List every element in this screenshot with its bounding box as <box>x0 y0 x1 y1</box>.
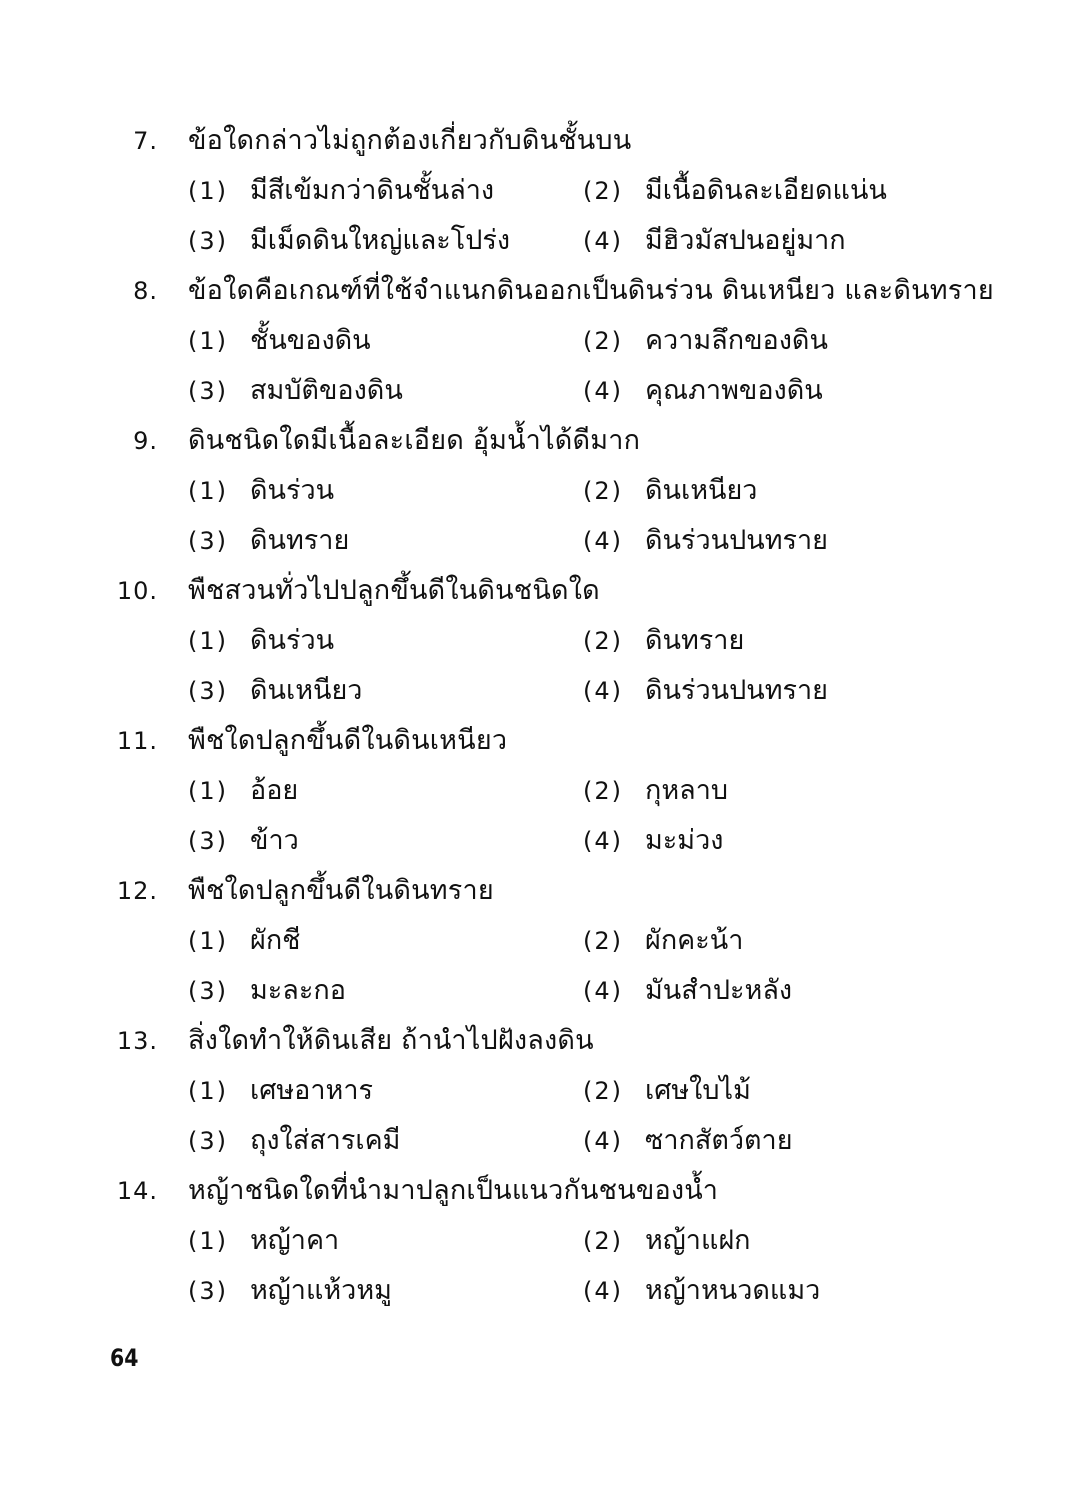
question-line <box>0 566 1070 616</box>
question-text: สิ่งใดทำให้ดินเสีย ถ้านำไปฝังลงดิน <box>188 1025 594 1056</box>
answer-option <box>188 466 334 516</box>
option-text: หญ้าแห้วหมู <box>250 1275 392 1306</box>
answer-option <box>188 366 403 416</box>
answer-option <box>583 166 887 216</box>
answer-option <box>583 966 792 1016</box>
option-row <box>0 1116 1070 1166</box>
option-number: (3) <box>188 977 228 1005</box>
answer-option <box>188 816 299 866</box>
option-number: (2) <box>583 777 623 805</box>
option-row <box>0 666 1070 716</box>
answer-option <box>583 916 743 966</box>
option-text: เศษใบไม้ <box>645 1075 751 1106</box>
question-line <box>0 416 1070 466</box>
option-text: ดินร่วนปนทราย <box>645 675 828 706</box>
option-number: (3) <box>188 1277 228 1305</box>
answer-option <box>583 366 823 416</box>
option-text: ดินเหนียว <box>645 475 758 506</box>
question-text: พืชสวนทั่วไปปลูกขึ้นดีในดินชนิดใด <box>188 575 600 606</box>
answer-option <box>188 1066 373 1116</box>
answer-option <box>188 666 362 716</box>
option-text: ถุงใส่สารเคมี <box>250 1125 401 1156</box>
option-number: (2) <box>583 627 623 655</box>
question-number: 13. <box>116 1027 158 1055</box>
answer-option <box>188 966 346 1016</box>
option-text: หญ้าแฝก <box>645 1225 751 1256</box>
option-number: (1) <box>188 177 228 205</box>
option-number: (4) <box>583 377 623 405</box>
question-line <box>0 1016 1070 1066</box>
option-number: (2) <box>583 927 623 955</box>
option-text: ดินร่วน <box>250 475 335 506</box>
option-text: เศษอาหาร <box>250 1075 374 1106</box>
option-text: อ้อย <box>250 775 299 806</box>
option-number: (4) <box>583 227 623 255</box>
option-number: (4) <box>583 1127 623 1155</box>
option-number: (3) <box>188 377 228 405</box>
question-text: พืชใดปลูกขึ้นดีในดินทราย <box>188 875 494 906</box>
option-text: หญ้าหนวดแมว <box>645 1275 821 1306</box>
option-row <box>0 216 1070 266</box>
answer-option <box>583 616 744 666</box>
option-text: ข้าว <box>250 825 299 856</box>
answer-option <box>583 766 728 816</box>
page-number: 64 <box>110 1344 139 1372</box>
answer-option <box>188 316 371 366</box>
option-row <box>0 366 1070 416</box>
answer-option <box>188 516 349 566</box>
answer-option <box>188 166 494 216</box>
option-number: (3) <box>188 527 228 555</box>
option-text: คุณภาพของดิน <box>645 375 823 406</box>
option-number: (3) <box>188 677 228 705</box>
question-line <box>0 266 1070 316</box>
option-row <box>0 516 1070 566</box>
option-row <box>0 466 1070 516</box>
option-number: (4) <box>583 677 623 705</box>
option-row <box>0 766 1070 816</box>
option-text: ดินร่วน <box>250 625 335 656</box>
option-number: (2) <box>583 327 623 355</box>
answer-option <box>583 1066 751 1116</box>
option-text: ผักคะน้า <box>645 925 744 956</box>
option-number: (4) <box>583 827 623 855</box>
question-number: 9. <box>133 427 158 455</box>
question-line <box>0 716 1070 766</box>
question-text: ข้อใดคือเกณฑ์ที่ใช้จำแนกดินออกเป็นดินร่วน ดินเหนียว และดินทราย <box>188 275 994 306</box>
question-text: ดินชนิดใดมีเนื้อละเอียด อุ้มน้ำได้ดีมาก <box>188 425 641 456</box>
answer-option <box>583 216 846 266</box>
option-text: มีฮิวมัสปนอยู่มาก <box>645 225 846 256</box>
option-text: ดินเหนียว <box>250 675 363 706</box>
option-text: มะละกอ <box>250 975 346 1006</box>
option-number: (3) <box>188 227 228 255</box>
option-text: มีสีเข้มกว่าดินชั้นล่าง <box>250 175 495 206</box>
option-number: (1) <box>188 327 228 355</box>
question-text: ข้อใดกล่าวไม่ถูกต้องเกี่ยวกับดินชั้นบน <box>188 125 632 156</box>
answer-option <box>583 516 828 566</box>
answer-option <box>583 666 828 716</box>
option-text: ดินร่วนปนทราย <box>645 525 828 556</box>
option-number: (3) <box>188 827 228 855</box>
option-row <box>0 316 1070 366</box>
question-number: 7. <box>133 127 158 155</box>
question-text: พืชใดปลูกขึ้นดีในดินเหนียว <box>188 725 508 756</box>
option-number: (4) <box>583 527 623 555</box>
option-number: (1) <box>188 777 228 805</box>
option-row <box>0 966 1070 1016</box>
question-number: 8. <box>133 277 158 305</box>
option-number: (2) <box>583 1227 623 1255</box>
option-text: ความลึกของดิน <box>645 325 828 356</box>
question-text: หญ้าชนิดใดที่นำมาปลูกเป็นแนวกันชนของน้ำ <box>188 1175 719 1206</box>
answer-option <box>188 216 510 266</box>
answer-option <box>188 616 334 666</box>
question-number: 11. <box>116 727 158 755</box>
answer-option <box>188 1266 392 1316</box>
option-text: ผักชี <box>250 925 301 956</box>
option-row <box>0 616 1070 666</box>
option-number: (1) <box>188 627 228 655</box>
option-row <box>0 1216 1070 1266</box>
option-text: มีเนื้อดินละเอียดแน่น <box>645 175 887 206</box>
option-number: (2) <box>583 177 623 205</box>
option-text: ซากสัตว์ตาย <box>645 1125 793 1156</box>
option-row <box>0 166 1070 216</box>
answer-option <box>188 1116 400 1166</box>
option-number: (3) <box>188 1127 228 1155</box>
question-number: 12. <box>116 877 158 905</box>
option-row <box>0 1066 1070 1116</box>
question-number: 10. <box>116 577 158 605</box>
option-number: (4) <box>583 1277 623 1305</box>
option-text: กุหลาบ <box>645 775 728 806</box>
question-line <box>0 116 1070 166</box>
answer-option <box>583 316 828 366</box>
option-row <box>0 816 1070 866</box>
option-text: ชั้นของดิน <box>250 325 371 356</box>
answer-option <box>188 766 298 816</box>
option-number: (1) <box>188 927 228 955</box>
question-line <box>0 866 1070 916</box>
question-list <box>0 116 1070 1316</box>
answer-option <box>583 816 723 866</box>
option-text: หญ้าคา <box>250 1225 340 1256</box>
option-text: สมบัติของดิน <box>250 375 403 406</box>
option-row <box>0 1266 1070 1316</box>
answer-option <box>583 1266 820 1316</box>
answer-option <box>188 916 301 966</box>
answer-option <box>583 1216 751 1266</box>
option-number: (1) <box>188 477 228 505</box>
option-text: มันสำปะหลัง <box>645 975 793 1006</box>
option-number: (1) <box>188 1227 228 1255</box>
option-number: (1) <box>188 1077 228 1105</box>
answer-option <box>188 1216 339 1266</box>
question-line <box>0 1166 1070 1216</box>
option-text: มีเม็ดดินใหญ่และโปร่ง <box>250 225 511 256</box>
option-number: (2) <box>583 477 623 505</box>
option-text: มะม่วง <box>645 825 724 856</box>
option-row <box>0 916 1070 966</box>
option-text: ดินทราย <box>645 625 745 656</box>
question-number: 14. <box>116 1177 158 1205</box>
answer-option <box>583 1116 793 1166</box>
option-number: (4) <box>583 977 623 1005</box>
answer-option <box>583 466 757 516</box>
option-number: (2) <box>583 1077 623 1105</box>
option-text: ดินทราย <box>250 525 350 556</box>
